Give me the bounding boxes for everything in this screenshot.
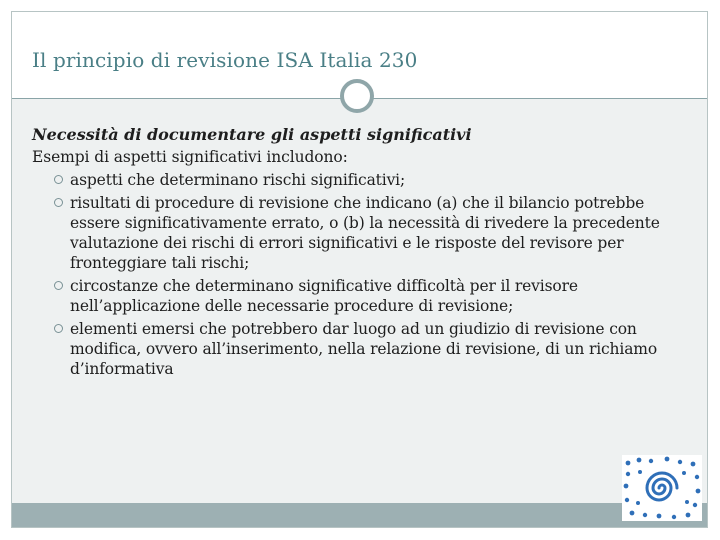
content-heading: Necessità di documentare gli aspetti significativi [32,125,472,144]
bullet-text: circostanze che determinano significative difficoltà per il revisore nell’applicazione delle necessarie procedure di revisione; [70,277,578,315]
hollow-circle-icon [54,175,63,184]
bullet-text: elementi emersi che potrebbero dar luogo ad un giudizio di revisione con modifica, ovvero all’inserimento, nella relazione di revisione, di un richiamo d’informativa [70,320,658,378]
slide-content [32,124,692,382]
bullet-text: risultati di procedure di revisione che indicano (a) che il bilancio potrebbe essere significativamente errato, o (b) la necessità di rivedere la precedente valutazione dei rischi di errori significativi e le risposte del revisore per fronteggiare tali rischi; [70,194,660,272]
bullet-item [32,170,692,190]
hollow-circle-icon [54,198,63,207]
bullet-list [32,170,692,379]
footer-band [12,503,707,527]
content-intro: Esempi di aspetti significativi includono: [32,148,348,166]
bullet-item [32,319,692,379]
spiral-logo-icon [622,455,702,521]
slide-title: Il principio di revisione ISA Italia 230 [32,48,418,72]
bullet-item [32,193,692,273]
bullet-text: aspetti che determinano rischi significativi; [70,171,406,189]
bullet-item [32,276,692,316]
hollow-circle-icon [54,281,63,290]
hollow-circle-icon [54,324,63,333]
ring-icon [340,79,374,113]
